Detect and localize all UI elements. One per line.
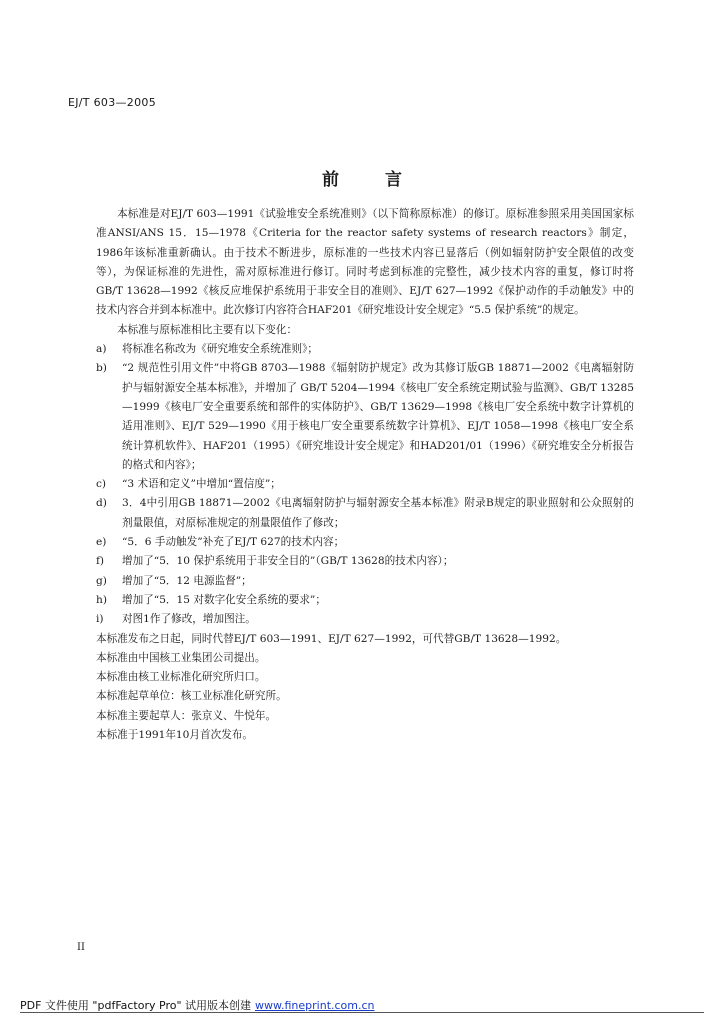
footer-link[interactable]: www.fineprint.com.cn (255, 999, 375, 1012)
page-number: II (77, 942, 85, 953)
list-item (96, 359, 634, 475)
list-item-mark: b) (96, 362, 107, 375)
list-item-mark: f) (96, 555, 105, 568)
list-item (96, 340, 634, 359)
list-item (96, 591, 634, 610)
list-item-mark: c) (96, 478, 107, 491)
list-item-mark: e) (96, 536, 107, 549)
list-item-text: “3 术语和定义”中增加“置信度”； (122, 478, 281, 491)
list-item-mark: h) (96, 593, 107, 606)
list-item-text: “5．6 手动触发”补充了EJ/T 627的技术内容； (122, 536, 345, 549)
closing-line: 本标准主要起草人：张京义、牛悦年。 (96, 709, 277, 722)
list-item-text: 3．4中引用GB 18871—2002《电离辐射防护与辐射源安全基本标准》附录B规定的职业照射和公众照射的剂量限值，对原标准规定的剂量限值作了修改； (122, 497, 634, 529)
list-item-text: 将标准名称改为《研究堆安全系统准则》； (122, 343, 318, 356)
changes-list (96, 340, 634, 629)
closing-line: 本标准由核工业标准化研究所归口。 (96, 671, 266, 684)
closing-line: 本标准于1991年10月首次发布。 (96, 729, 253, 742)
closing-line: 本标准起草单位：核工业标准化研究所。 (96, 690, 287, 703)
closing-line: 本标准由中国核工业集团公司提出。 (96, 651, 266, 664)
list-item-mark: g) (96, 574, 107, 587)
pdf-footer (20, 997, 375, 1013)
list-item (96, 572, 634, 591)
list-item-text: 增加了“5．15 对数字化安全系统的要求”； (122, 593, 326, 606)
closing-line: 本标准发布之日起，同时代替EJ/T 603—1991、EJ/T 627—1992，可代替GB/T 13628—1992。 (96, 632, 567, 645)
list-item-mark: d) (96, 497, 107, 510)
list-item (96, 475, 634, 494)
list-item-text: “2 规范性引用文件”中将GB 8703—1988《辐射防护规定》改为其修订版GB 18871—2002《电离辐射防护与辐射源安全基本标准》，并增加了 GB/T 5204—1994《核电厂安全系统定期试验与监测》、GB/T 13285—1999《核电厂安全重要系统和部件的实体防护》、GB/T 13629—1998《核电厂安全系统中数字计算机的适用准则》、EJ/T 529—1990《用于核电厂安全重要系统数字计算机》、EJ/T 1058—1998《核电厂安全系统计算机软件》、HAF201（1995）《研究堆设计安全规定》和HAD201/01（1996）《研究堆安全分析报告的格式和内容》； (122, 362, 634, 471)
list-item-text: 增加了“5．10 保护系统用于非安全目的”（GB/T 13628的技术内容）； (122, 555, 454, 568)
list-item (96, 552, 634, 571)
changes-intro: 本标准与原标准相比主要有以下变化： (117, 323, 298, 336)
footer-divider (20, 1012, 704, 1013)
intro-paragraph: 本标准是对EJ/T 603—1991《试验堆安全系统准则》（以下简称原标准）的修订。原标准参照采用美国国家标准ANSI/ANS 15．15—1978《Criteria for the reactor safety systems of research reactors》制定，1986年该标准重新确认。由于技术不断进步，原标准的一些技术内容已显落后（例如辐射防护安全限值的改变等），为保证标准的先进性，需对原标准进行修订。同时考虑到标准的完整性，减少技术内容的重复，修订时将GB/T 13628—1992《核反应堆保护系统用于非安全目的准则》、EJ/T 627—1992《保护动作的手动触发》中的技术内容合并到本标准中。此次修订内容符合HAF201《研究堆设计安全规定》“5.5 保护系统”的规定。 (96, 208, 634, 317)
page-title: 前 言 (322, 170, 422, 190)
document-code: EJ/T 603—2005 (68, 96, 157, 109)
list-item (96, 533, 634, 552)
foreword-body (96, 205, 634, 745)
list-item-mark: i) (96, 613, 104, 626)
list-item-text: 对图1作了修改，增加图注。 (122, 613, 256, 626)
list-item-mark: a) (96, 343, 107, 356)
list-item-text: 增加了“5．12 电源监督”； (122, 574, 252, 587)
list-item (96, 610, 634, 629)
list-item (96, 494, 634, 533)
footer-text: PDF 文件使用 "pdfFactory Pro" 试用版本创建 (20, 999, 252, 1012)
